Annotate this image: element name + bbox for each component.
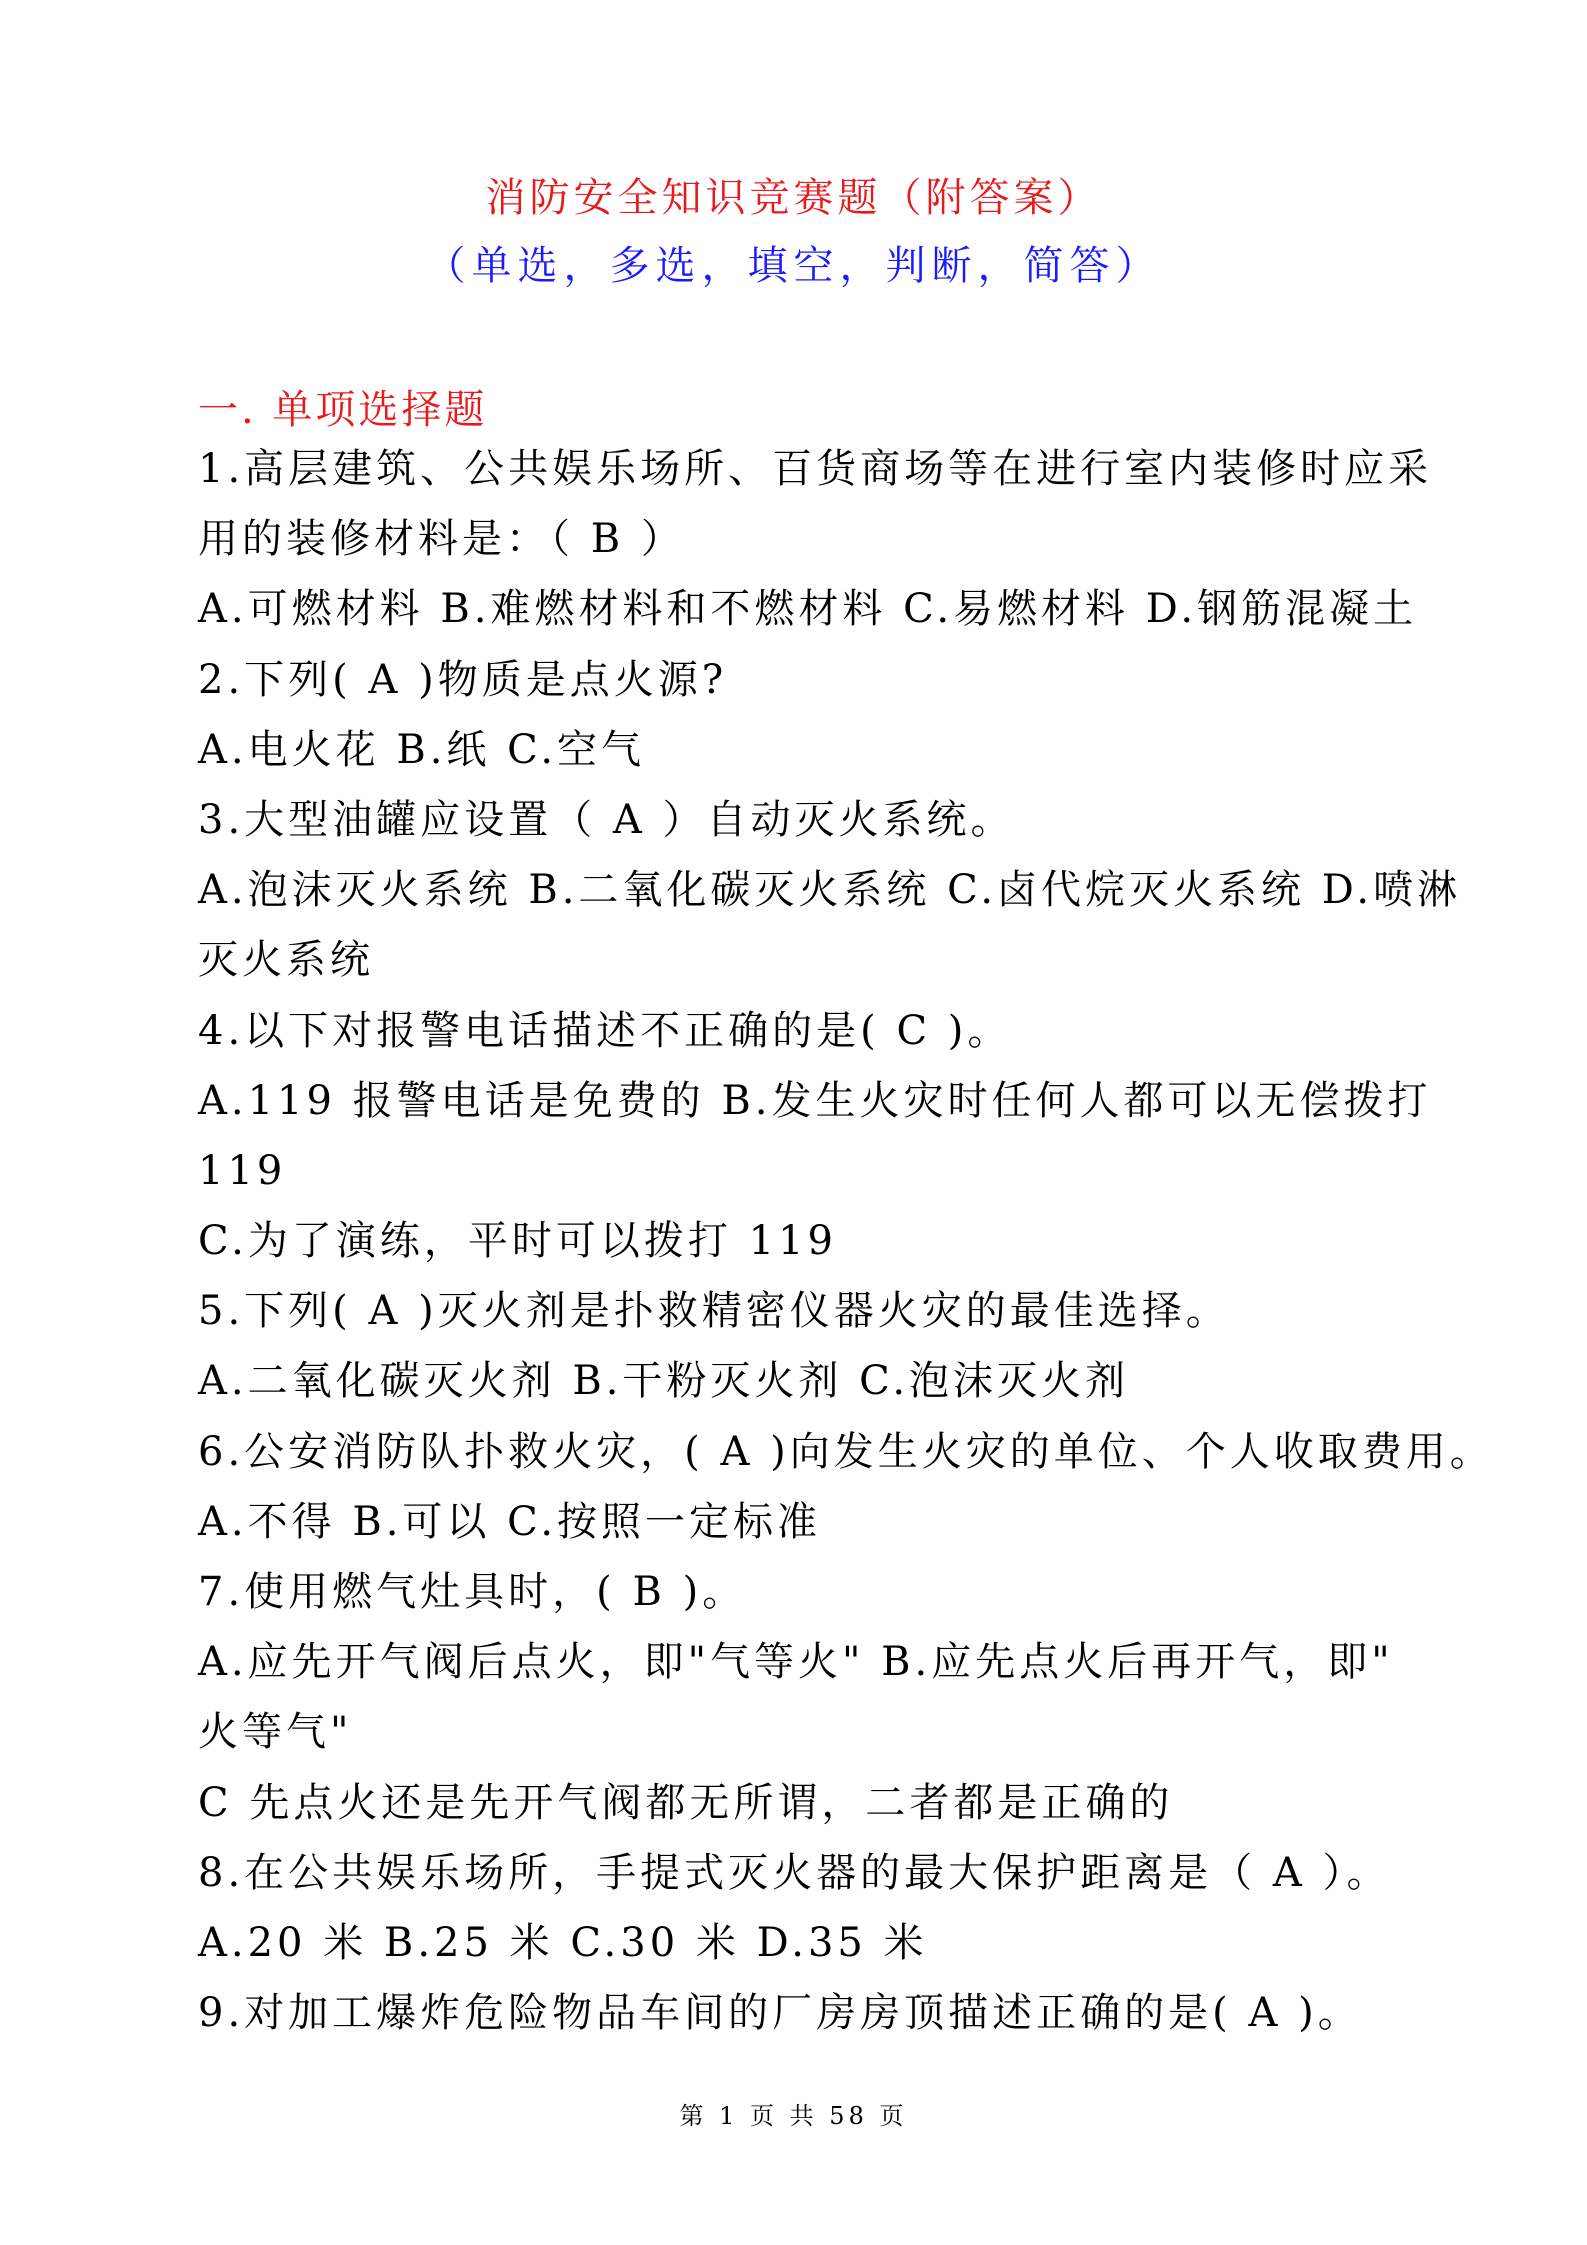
text-line: 灭火系统 [198, 937, 374, 984]
text-line: 7.使用燃气灶具时，( B )。 [198, 1569, 747, 1615]
text-line: A.电火花 B.纸 C.空气 [198, 726, 646, 773]
text-line: A.应先开气阀后点火，即"气等火" B.应先点火后再开气，即" [198, 1639, 1394, 1686]
text-line: 9.对加工爆炸危险物品车间的厂房房顶描述正确的是( A )。 [198, 1990, 1362, 2037]
text-line: A.二氧化碳灭火剂 B.干粉灭火剂 C.泡沫灭火剂 [198, 1358, 1130, 1405]
question-text-block [198, 444, 1494, 2058]
page-footer: 第 1 页 共 58 页 [679, 2102, 908, 2130]
text-line: A.119 报警电话是免费的 B.发生火灾时任何人都可以无偿拨打 [198, 1077, 1432, 1124]
text-line: 119 [198, 1147, 287, 1194]
text-line: 用的装修材料是：（ B ） [198, 516, 685, 563]
text-line: 4.以下对报警电话描述不正确的是( C )。 [198, 1007, 1012, 1054]
text-line: A.不得 B.可以 C.按照一定标准 [198, 1498, 822, 1545]
text-line: A.泡沫灭火系统 B.二氧化碳灭火系统 C.卤代烷灭火系统 D.喷淋 [198, 867, 1462, 914]
text-line: 8.在公共娱乐场所，手提式灭火器的最大保护距离是（ A ）。 [198, 1849, 1391, 1896]
text-line: 3.大型油罐应设置（ A ）自动灭火系统。 [198, 796, 1015, 843]
text-line: A.20 米 B.25 米 C.30 米 D.35 米 [198, 1919, 928, 1966]
document-title: 消防安全知识竞赛题（附答案） [485, 175, 1102, 221]
text-line: 6.公安消防队扑救火灾，( A )向发生火灾的单位、个人收取费用。 [198, 1428, 1494, 1475]
section-heading-single-choice: 一. 单项选择题 [198, 387, 488, 433]
text-line: 1.高层建筑、公共娱乐场所、百货商场等在进行室内装修时应采 [198, 446, 1433, 492]
document-subtitle: （单选，多选，填空，判断，简答） [425, 243, 1162, 289]
text-line: A.可燃材料 B.难燃材料和不燃材料 C.易燃材料 D.钢筋混凝土 [198, 586, 1418, 633]
text-line: C 先点火还是先开气阀都无所谓，二者都是正确的 [198, 1779, 1174, 1826]
text-line: 火等气" [198, 1709, 353, 1756]
text-line: 2.下列( A )物质是点火源? [198, 656, 728, 703]
text-line: C.为了演练，平时可以拨打 119 [198, 1218, 837, 1265]
text-line: 5.下列( A )灭火剂是扑救精密仪器火灾的最佳选择。 [198, 1288, 1230, 1335]
